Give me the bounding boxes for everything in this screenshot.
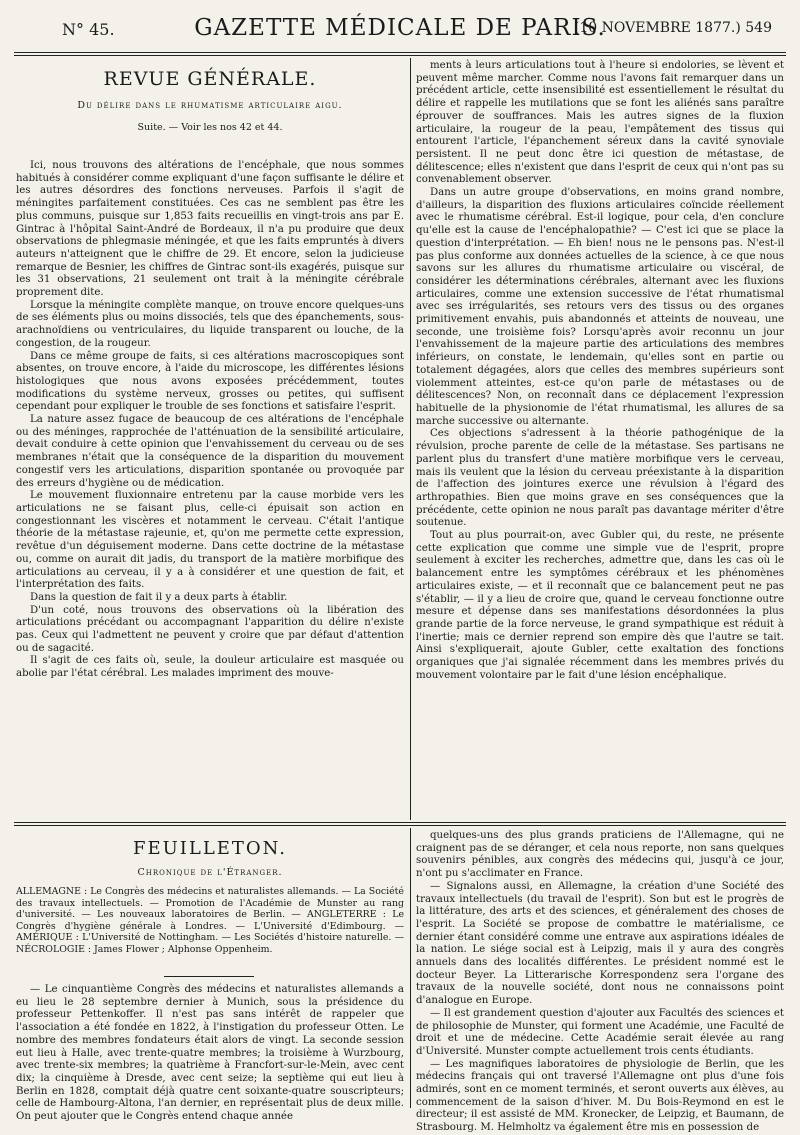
paragraph: Dans un autre groupe d'observations, en moins grand nombre, d'ailleurs, la disparition des fluxions articulaires coïncide réellement avec le rhumatisme cérébral. Est-il logique, pour cela, d'en conclure qu'elle est la cause de l'encéphalopathie? — C'est ici que se place la question d'interprétation. — Eh bien! nous ne le pensons pas. N'est-il pas plus conforme aux données actuelles de la science, à ce que nous savons sur les allures du rhumatisme articulaire ou viscéral, de considérer les déterminations cérébrales, alternant avec les fluxions articulaires, comme une extension successive de l'état rhumatismal avec ses irrégularités, ses retours vers des tissus ou des organes primitivement envahis, puis abandonnés et atteints de nouveau, une seconde, une troisième fois? Lorsqu'après avoir reconnu un jour l'envahissement de la majeure partie des articulations des membres inférieurs, on constate, le lendemain, qu'elles sont en partie ou totalement dégagées, alors que celles des membres supérieurs sont violemment atteintes, est-ce qu'on parle de métastases ou de délitescences? Non, on reconnaît dans ce déplacement l'expression habituelle de la physionomie de l'état rhumatismal, les allures de sa marche successive ou alternante. xyxy=(416,187,784,427)
feuilleton-rule-thin xyxy=(14,825,786,826)
revue-left-column xyxy=(16,160,404,818)
summary-text: ALLEMAGNE : Le Congrès des médecins et naturalistes allemands. — La Société des travaux intellectuels. — Promotion de l'Académie de Munster au rang d'université. — Les nouveaux laboratoires de Berlin. — ANGLETERRE : Le Congrès d'hygiène générale à Londres. — L'Université d'Edimbourg. — AMÉRIQUE : L'Université de Nottingham. — Les Sociétés d'histoire naturelle. — NÉCROLOGIE : James Flower ; Alphonse Oppenheim. xyxy=(16,886,404,955)
date-page-number: (10 NOVEMBRE 1877.) 549 xyxy=(573,20,772,36)
column-rule-top xyxy=(410,58,411,820)
paragraph: Tout au plus pourrait-on, avec Gubler qui, du reste, ne présente cette explication que comme une simple vue de l'esprit, propre seulement à exciter les recherches, admettre que, dans les cas où le balancement entre les symptômes cérébraux et les phénomènes articulaires existe, — et il reconnaît que ce balancement peut ne pas s'établir, — il y a lieu de croire que, quand le cerveau fonctionne outre mesure et dépense dans ses manifestations désordonnées la plus grande partie de la force nerveuse, le grand sympathique est réduit à l'inertie; mais ce dernier reprend son empire dès que l'autre se tait. Ainsi s'expliquerait, ajoute Gubler, cette exaltation des fonctions organiques que j'ai signalée récemment dans les membres privés du mouvement volontaire par le fait d'une lésion encéphalique. xyxy=(416,530,784,681)
revue-heading: REVUE GÉNÉRALE. xyxy=(103,68,317,90)
paragraph: quelques-uns des plus grands praticiens de l'Allemagne, qui ne craignent pas de se déranger, et cela nous reporte, non sans quelques souvenirs pénibles, aux congrès des médecins qui, jusqu'à ce jour, n'ont pu s'acclimater en France. xyxy=(416,830,784,880)
masthead xyxy=(14,10,786,50)
newspaper-page xyxy=(14,10,786,1134)
masthead-rule xyxy=(14,52,786,53)
feuilleton-summary xyxy=(16,886,404,970)
paragraph: — Signalons aussi, en Allemagne, la création d'une Société des travaux intellectuels (du travail de l'esprit). Son but est le progrès de la littérature, des arts et des sciences, et généralement des choses de l'esprit. La Société se propose de combattre le matérialisme, ce dernier étant considéré comme une entrave aux aspirations idéales de la nation. Le siége social est à Leipzig, mais il y aura des congrès annuels dans des localités différentes. Le président nommé est le docteur Beyer. La Litterarische Korrespondenz sera l'organe des travaux de la nouvelle société, dont nous ne connaissons point d'analogue en Europe. xyxy=(416,880,784,1007)
paragraph: Dans la question de fait il y a deux parts à établir. xyxy=(30,591,288,603)
paragraph: — Il est grandement question d'ajouter aux Facultés des sciences et de philosophie de Munster, qui forment une Académie, une Faculté de droit et une de médecine. Cette Académie serait élevée au rang d'Université. Munster compte actuellement trois cents étudiants. xyxy=(416,1007,784,1057)
paragraph: ments à leurs articulations tout à l'heure si endolories, se lèvent et peuvent même marcher. Comme nous l'avons fait remarquer dans un précédent article, cette insensibilité est essentiellement le résultat du délire et rappelle les mutilations que se font les aliénés sans paraître éprouver de souffrances. Mais les autres signes de la fluxion articulaire, la rougeur de la peau, l'empâtement des tissus qui entourent l'article, l'épanchement séreux dans la cavité synoviale persistent. Il ne peut donc être ici question de métastase, de délitescence; elles n'existent que dans l'esprit de ceux qui n'ont pas su convenablement observer. xyxy=(416,60,784,186)
paragraph: Lorsque la méningite complète manque, on trouve encore quelques-uns de ses éléments plus ou moins dissociés, tels que des épanchements, sous-arachnoïdiens ou ventriculaires, du liquide transparent ou louche, de la congestion, de la rougeur. xyxy=(16,299,404,349)
paragraph: — Les magnifiques laboratoires de physiologie de Berlin, que les médecins français qui ont traversé l'Allemagne ont plus d'une fois admirés, sont en ce moment terminés, et seront ouverts aux élèves, au commencement de la saison d'hiver. M. Du Bois-Reymond en est le directeur; il est assisté de MM. Kronecker, de Leipzig, et Baumann, de Strasbourg. M. Helmholtz va également être mis en possession de xyxy=(416,1058,784,1134)
paragraph: Ces objections s'adressent à la théorie pathogénique de la révulsion, proche parente de celle de la métastase. Ses partisans ne parlent plus du transfert d'une matière morbifique vers le cerveau, mais ils veulent que la lésion du cerveau préexistante à la disparition de l'affection des jointures exerce une révulsion à l'égard des arthropathies. Bien que moins grave en ses conséquences que la précédente, cette opinion ne nous paraît pas davantage mériter d'être soutenue. xyxy=(416,428,784,529)
feuilleton-right-column xyxy=(416,830,784,1134)
feuilleton-rule xyxy=(14,822,786,823)
feuilleton-heading: FEUILLETON. xyxy=(132,838,288,859)
feuilleton-left-column xyxy=(16,984,404,1123)
paragraph: Ici, nous trouvons des altérations de l'encéphale, que nous sommes habitués à considérer comme expliquant d'une façon suffisante le délire et les autres désordres des fonctions nerveuses. Parfois il s'agit de méningites parfaitement constituées. Ces cas ne semblent pas être les plus communs, puisque sur 1,853 faits recueillis en vingt-trois ans par E. Gintrac à l'hôpital Saint-André de Bordeaux, il n'a pu produire que deux observations de phlegmasie méningée, et que les faits empruntés à divers auteurs n'atteignent que le chiffre de 29. Et encore, selon la judicieuse remarque de Besnier, les chiffres de Gintrac sont-ils exagérés, puisque sur les 31 observations, 21 seulement ont trait à la méningite cérébrale proprement dite. xyxy=(16,160,404,299)
paragraph: D'un coté, nous trouvons des observations où la libération des articulations précédant ou accompagnant l'apparition du délire n'existe pas. Ceux qui l'admettent ne peuvent y croire que par défaut d'attention ou de sagacité. xyxy=(16,604,404,654)
paragraph: Le mouvement fluxionnaire entretenu par la cause morbide vers les articulations ne se faisant plus, celle-ci épuisait son action en congestionnant les viscères et notamment le cerveau. C'était l'antique théorie de la métastase rajeunie, et, qu'on me permette cette expression, revêtue d'un déguisement moderne. Dans cette doctrine de la métastase ou, comme on aurait dit jadis, du transport de la matière morbifique des articulations au cerveau, il y a à considérer et une question de fait, et l'interprétation des faits. xyxy=(16,490,404,591)
revue-right-column xyxy=(416,60,784,818)
issue-number: N° 45. xyxy=(62,20,115,39)
revue-subtitle: Du délire dans le rhumatisme articulaire aigu. xyxy=(77,100,343,111)
masthead-rule-thin xyxy=(14,55,786,56)
column-rule-bottom xyxy=(410,828,411,1108)
paragraph: — Le cinquantième Congrès des médecins et naturalistes allemands a eu lieu le 28 septembre dernier à Munich, sous la présidence du professeur Pettenkoffer. Il n'est pas sans intérêt de rappeler que l'association a été fondée en 1822, à l'instigation du professeur Otten. Le nombre des membres fondateurs était alors de vingt. La seconde session eut lieu à Halle, avec trente-quatre membres; la troisième à Wurzbourg, avec trente-six membres; la quatrième à Francfort-sur-le-Mein, avec cent dix; la cinquième à Dresde, avec cent seize; la septième qui eut lieu à Berlin en 1828, comptait déjà quatre cent soixante-quatre souscripteurs; celle de Hambourg-Altona, l'an dernier, en représentait plus de deux mille. On peut ajouter que le Congrès entend chaque année xyxy=(16,984,404,1123)
newspaper-title: GAZETTE MÉDICALE DE PARIS. xyxy=(194,15,606,41)
paragraph: Il s'agit de ces faits où, seule, la douleur articulaire est masquée ou abolie par l'état cérébral. Les malades impriment des mouve- xyxy=(16,655,404,680)
revue-suite-note: Suite. — Voir les nos 42 et 44. xyxy=(137,122,283,133)
paragraph: Dans ce même groupe de faits, si ces altérations macroscopiques sont absentes, on trouve encore, à l'aide du microscope, les différentes lésions histologiques que nous avons exposées précédemment, toutes modifications du système nerveux, grosses ou petites, qui suffisent cependant pour expliquer le trouble de ses fonctions et satisfaire l'esprit. xyxy=(16,350,404,413)
paragraph: La nature assez fugace de beaucoup de ces altérations de l'encéphale ou des méninges, rapprochée de l'atténuation de la sensibilité articulaire, devait conduire à cette opinion que l'envahissement du cerveau ou de ses membranes n'était que la conséquence de la disparition du mouvement congestif vers les articulations, disparition spontanée ou provoquée par des erreurs d'hygiène ou de médication. xyxy=(16,414,404,489)
feuilleton-subtitle: Chronique de l'Étranger. xyxy=(137,867,283,878)
summary-rule xyxy=(164,976,254,977)
